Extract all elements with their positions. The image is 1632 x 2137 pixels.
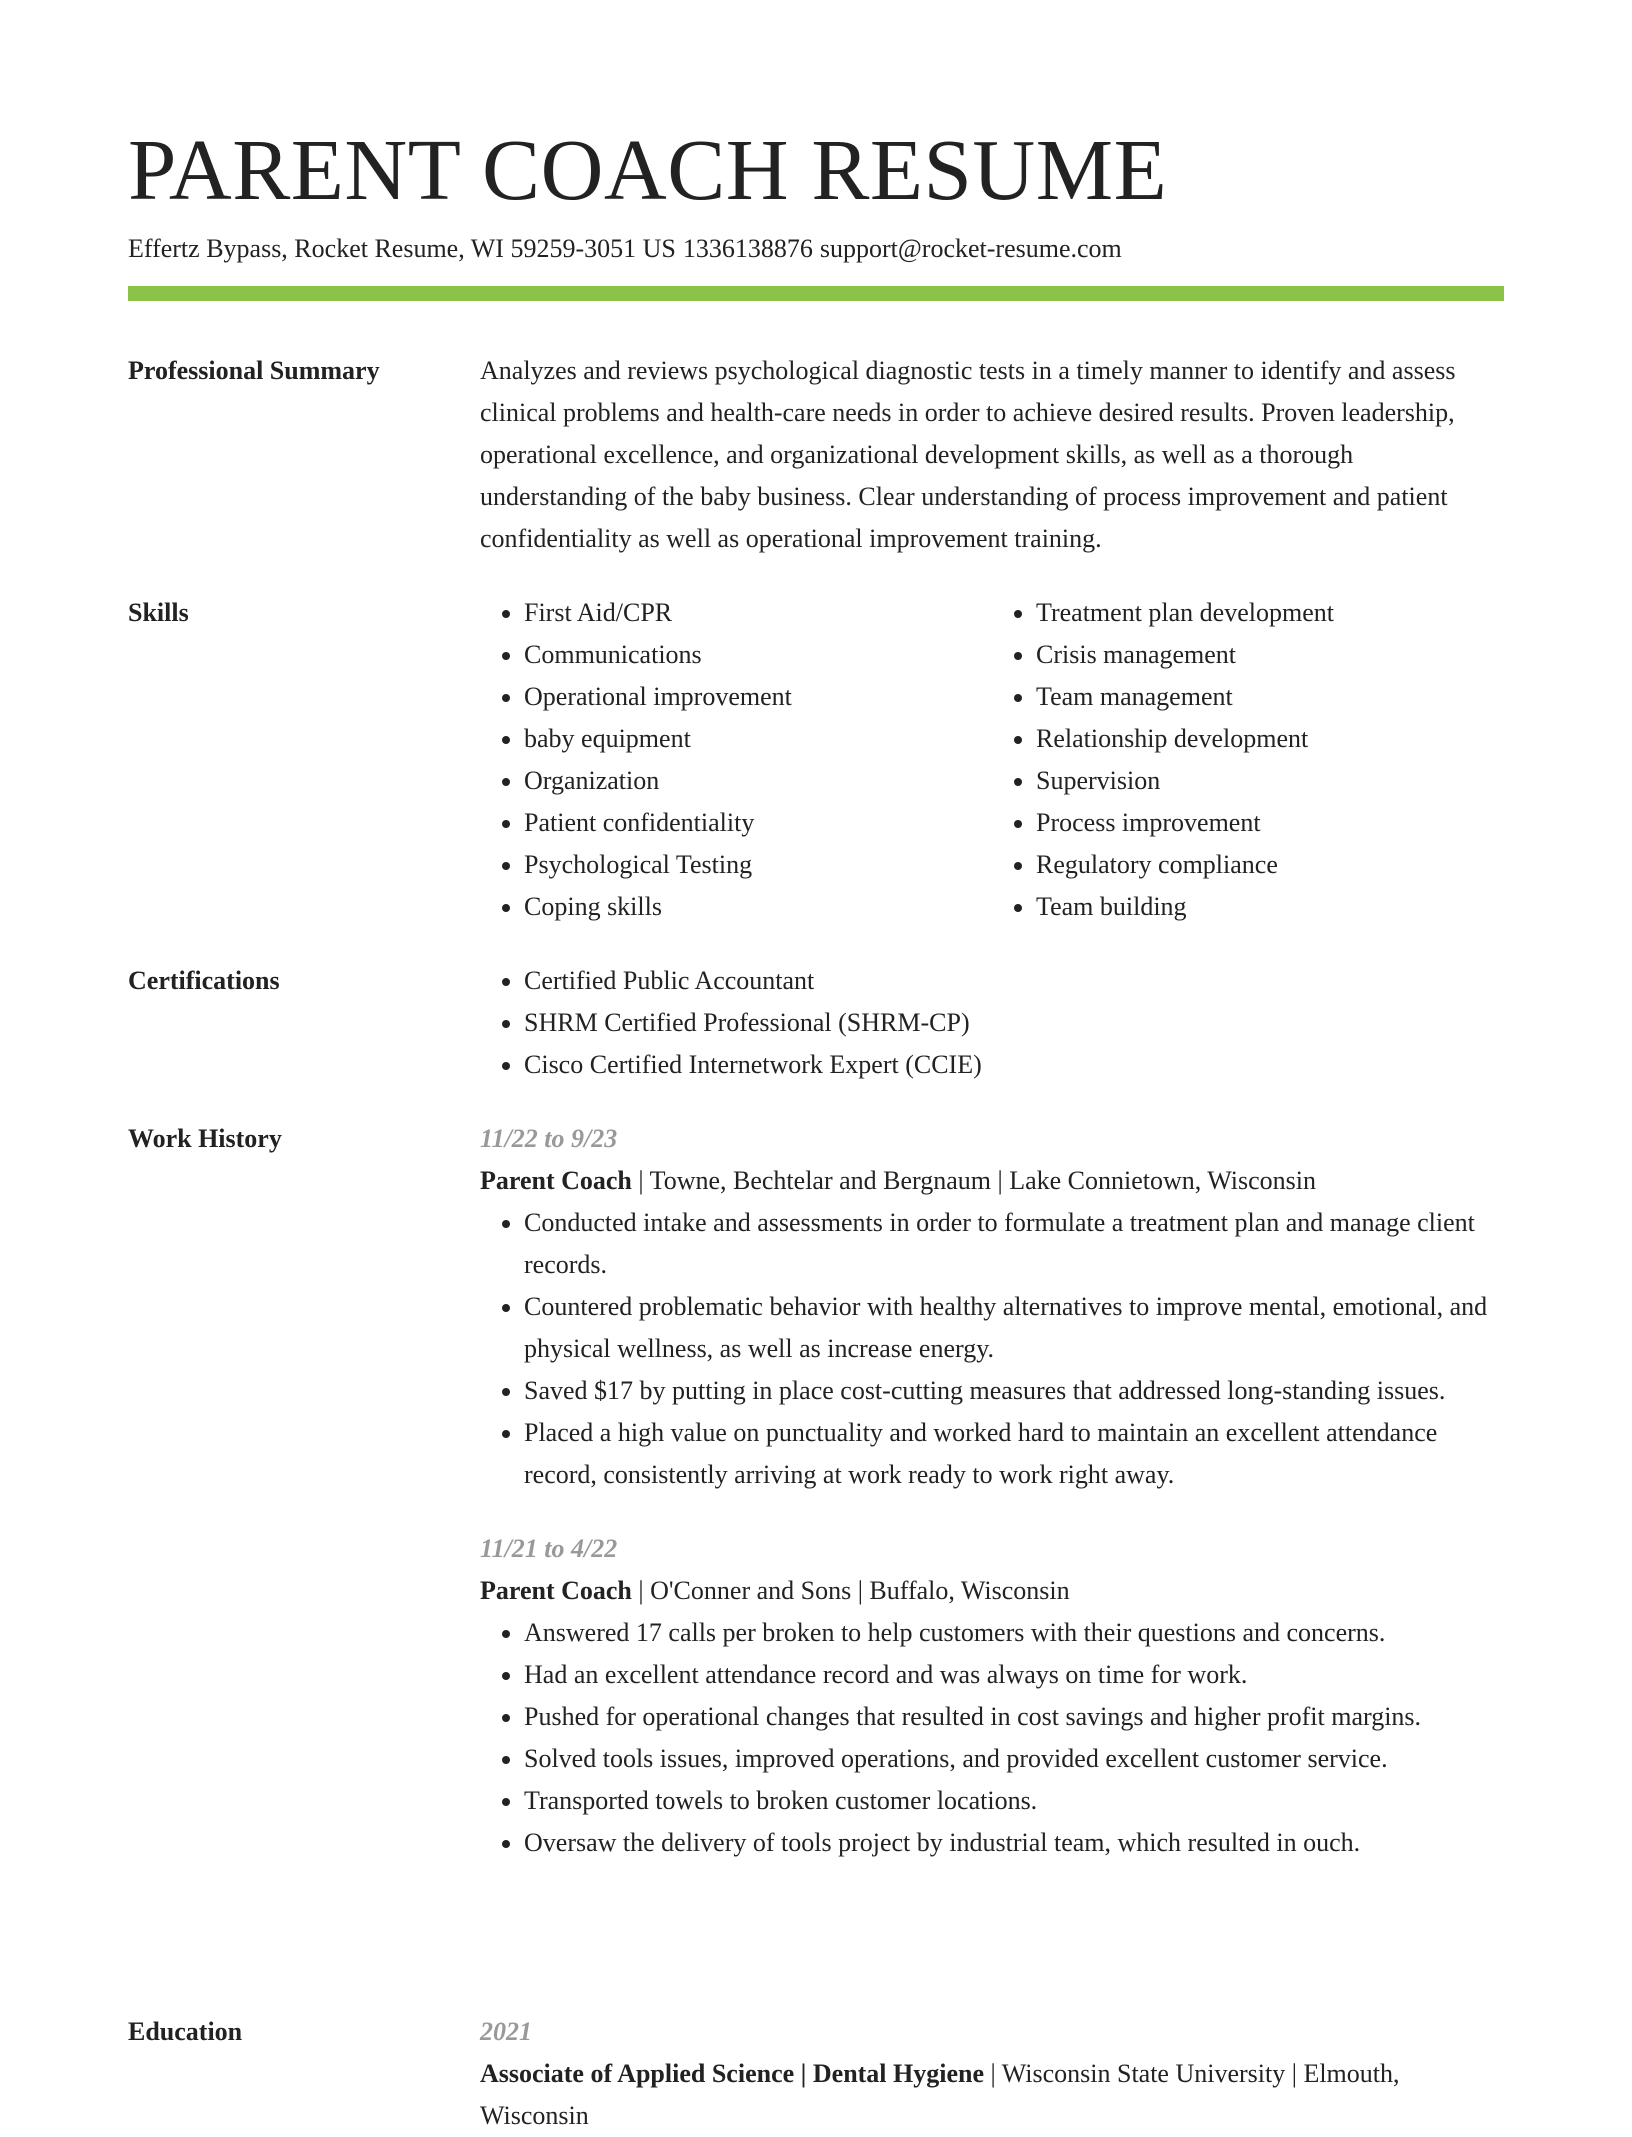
work-history-body (480, 1118, 1504, 1864)
job-bullets (480, 1202, 1504, 1496)
job-role: Parent Coach (480, 1576, 632, 1605)
education-body (480, 2011, 1504, 2137)
skill-item: • Communications (524, 634, 992, 676)
skill-item: • baby equipment (524, 718, 992, 760)
job-title-line (480, 1160, 1504, 1202)
skill-item: • Team building (1036, 886, 1504, 928)
job-entry (480, 1528, 1504, 1864)
job-bullet: • Oversaw the delivery of tools project by industrial team, which resulted in ouch. (524, 1822, 1504, 1864)
skills-list-right (992, 592, 1504, 928)
skill-item: • Organization (524, 760, 992, 802)
certification-item: • Cisco Certified Internetwork Expert (CCIE) (524, 1044, 1504, 1086)
job-bullet: • Placed a high value on punctuality and worked hard to maintain an excellent attendance record, consistently arriving at work ready to work right away. (524, 1412, 1504, 1496)
summary-body (480, 350, 1504, 560)
skill-item: • Crisis management (1036, 634, 1504, 676)
certification-item: • SHRM Certified Professional (SHRM-CP) (524, 1002, 1504, 1044)
job-entry (480, 1118, 1504, 1496)
skill-item: • Patient confidentiality (524, 802, 992, 844)
skills-label: Skills (128, 598, 189, 627)
job-bullet: • Transported towels to broken customer locations. (524, 1780, 1504, 1822)
job-details: | O'Conner and Sons | Buffalo, Wisconsin (631, 1576, 1070, 1605)
job-bullet: • Had an excellent attendance record and was always on time for work. (524, 1654, 1504, 1696)
skill-item: • First Aid/CPR (524, 592, 992, 634)
job-bullet: • Countered problematic behavior with healthy alternatives to improve mental, emotional, and physical wellness, as well as increase energy. (524, 1286, 1504, 1370)
skill-item: • Coping skills (524, 886, 992, 928)
skill-item: • Supervision (1036, 760, 1504, 802)
skill-item: • Relationship development (1036, 718, 1504, 760)
job-bullet: • Answered 17 calls per broken to help customers with their questions and concerns. (524, 1612, 1504, 1654)
job-dates: 11/21 to 4/22 (480, 1534, 618, 1563)
education-label: Education (128, 2017, 243, 2046)
skills-columns (480, 592, 1504, 928)
skill-item: • Treatment plan development (1036, 592, 1504, 634)
skill-item: • Process improvement (1036, 802, 1504, 844)
skill-item: • Regulatory compliance (1036, 844, 1504, 886)
education-line (480, 2053, 1504, 2137)
contact-line (128, 232, 1122, 266)
contact-email: support@rocket-resume.com (819, 234, 1122, 263)
job-dates: 11/22 to 9/23 (480, 1124, 618, 1153)
job-bullets (480, 1612, 1504, 1864)
skill-item: • Operational improvement (524, 676, 992, 718)
contact-phone: 1336138876 (682, 234, 813, 263)
summary-label: Professional Summary (128, 356, 380, 385)
job-title-line (480, 1570, 1504, 1612)
certifications-list (480, 960, 1504, 1086)
header-divider (128, 286, 1504, 301)
work-history-label: Work History (128, 1124, 282, 1153)
skill-item: • Psychological Testing (524, 844, 992, 886)
job-bullet: • Solved tools issues, improved operations, and provided excellent customer service. (524, 1738, 1504, 1780)
certifications-body (480, 960, 1504, 1086)
skills-body (480, 592, 1504, 928)
certifications-label: Certifications (128, 966, 280, 995)
skill-item: • Team management (1036, 676, 1504, 718)
skills-list-left (480, 592, 992, 928)
job-details: | Towne, Bechtelar and Bergnaum | Lake Connietown, Wisconsin (631, 1166, 1317, 1195)
job-bullet: • Conducted intake and assessments in order to formulate a treatment plan and manage client records. (524, 1202, 1504, 1286)
education-degree: Associate of Applied Science | Dental Hygiene (480, 2059, 985, 2088)
education-year: 2021 (480, 2017, 532, 2046)
contact-address: Effertz Bypass, Rocket Resume, WI 59259-3051 US (128, 234, 676, 263)
job-bullet: • Pushed for operational changes that resulted in cost savings and higher profit margins. (524, 1696, 1504, 1738)
job-bullet: • Saved $17 by putting in place cost-cutting measures that addressed long-standing issues. (524, 1370, 1504, 1412)
summary-text: Analyzes and reviews psychological diagnostic tests in a timely manner to identify and assess clinical problems and health-care needs in order to achieve desired results. Proven leadership, operational excellence, and organizational development skills, as well as a thorough understanding of the baby business. Clear understanding of process improvement and patient confidentiality as well as operational improvement training. (480, 356, 1456, 553)
resume-title: PARENT COACH RESUME (128, 121, 1168, 218)
job-role: Parent Coach (480, 1166, 632, 1195)
education-details: | Wisconsin State University | Elmouth, Wisconsin (480, 2059, 1400, 2130)
certification-item: • Certified Public Accountant (524, 960, 1504, 1002)
